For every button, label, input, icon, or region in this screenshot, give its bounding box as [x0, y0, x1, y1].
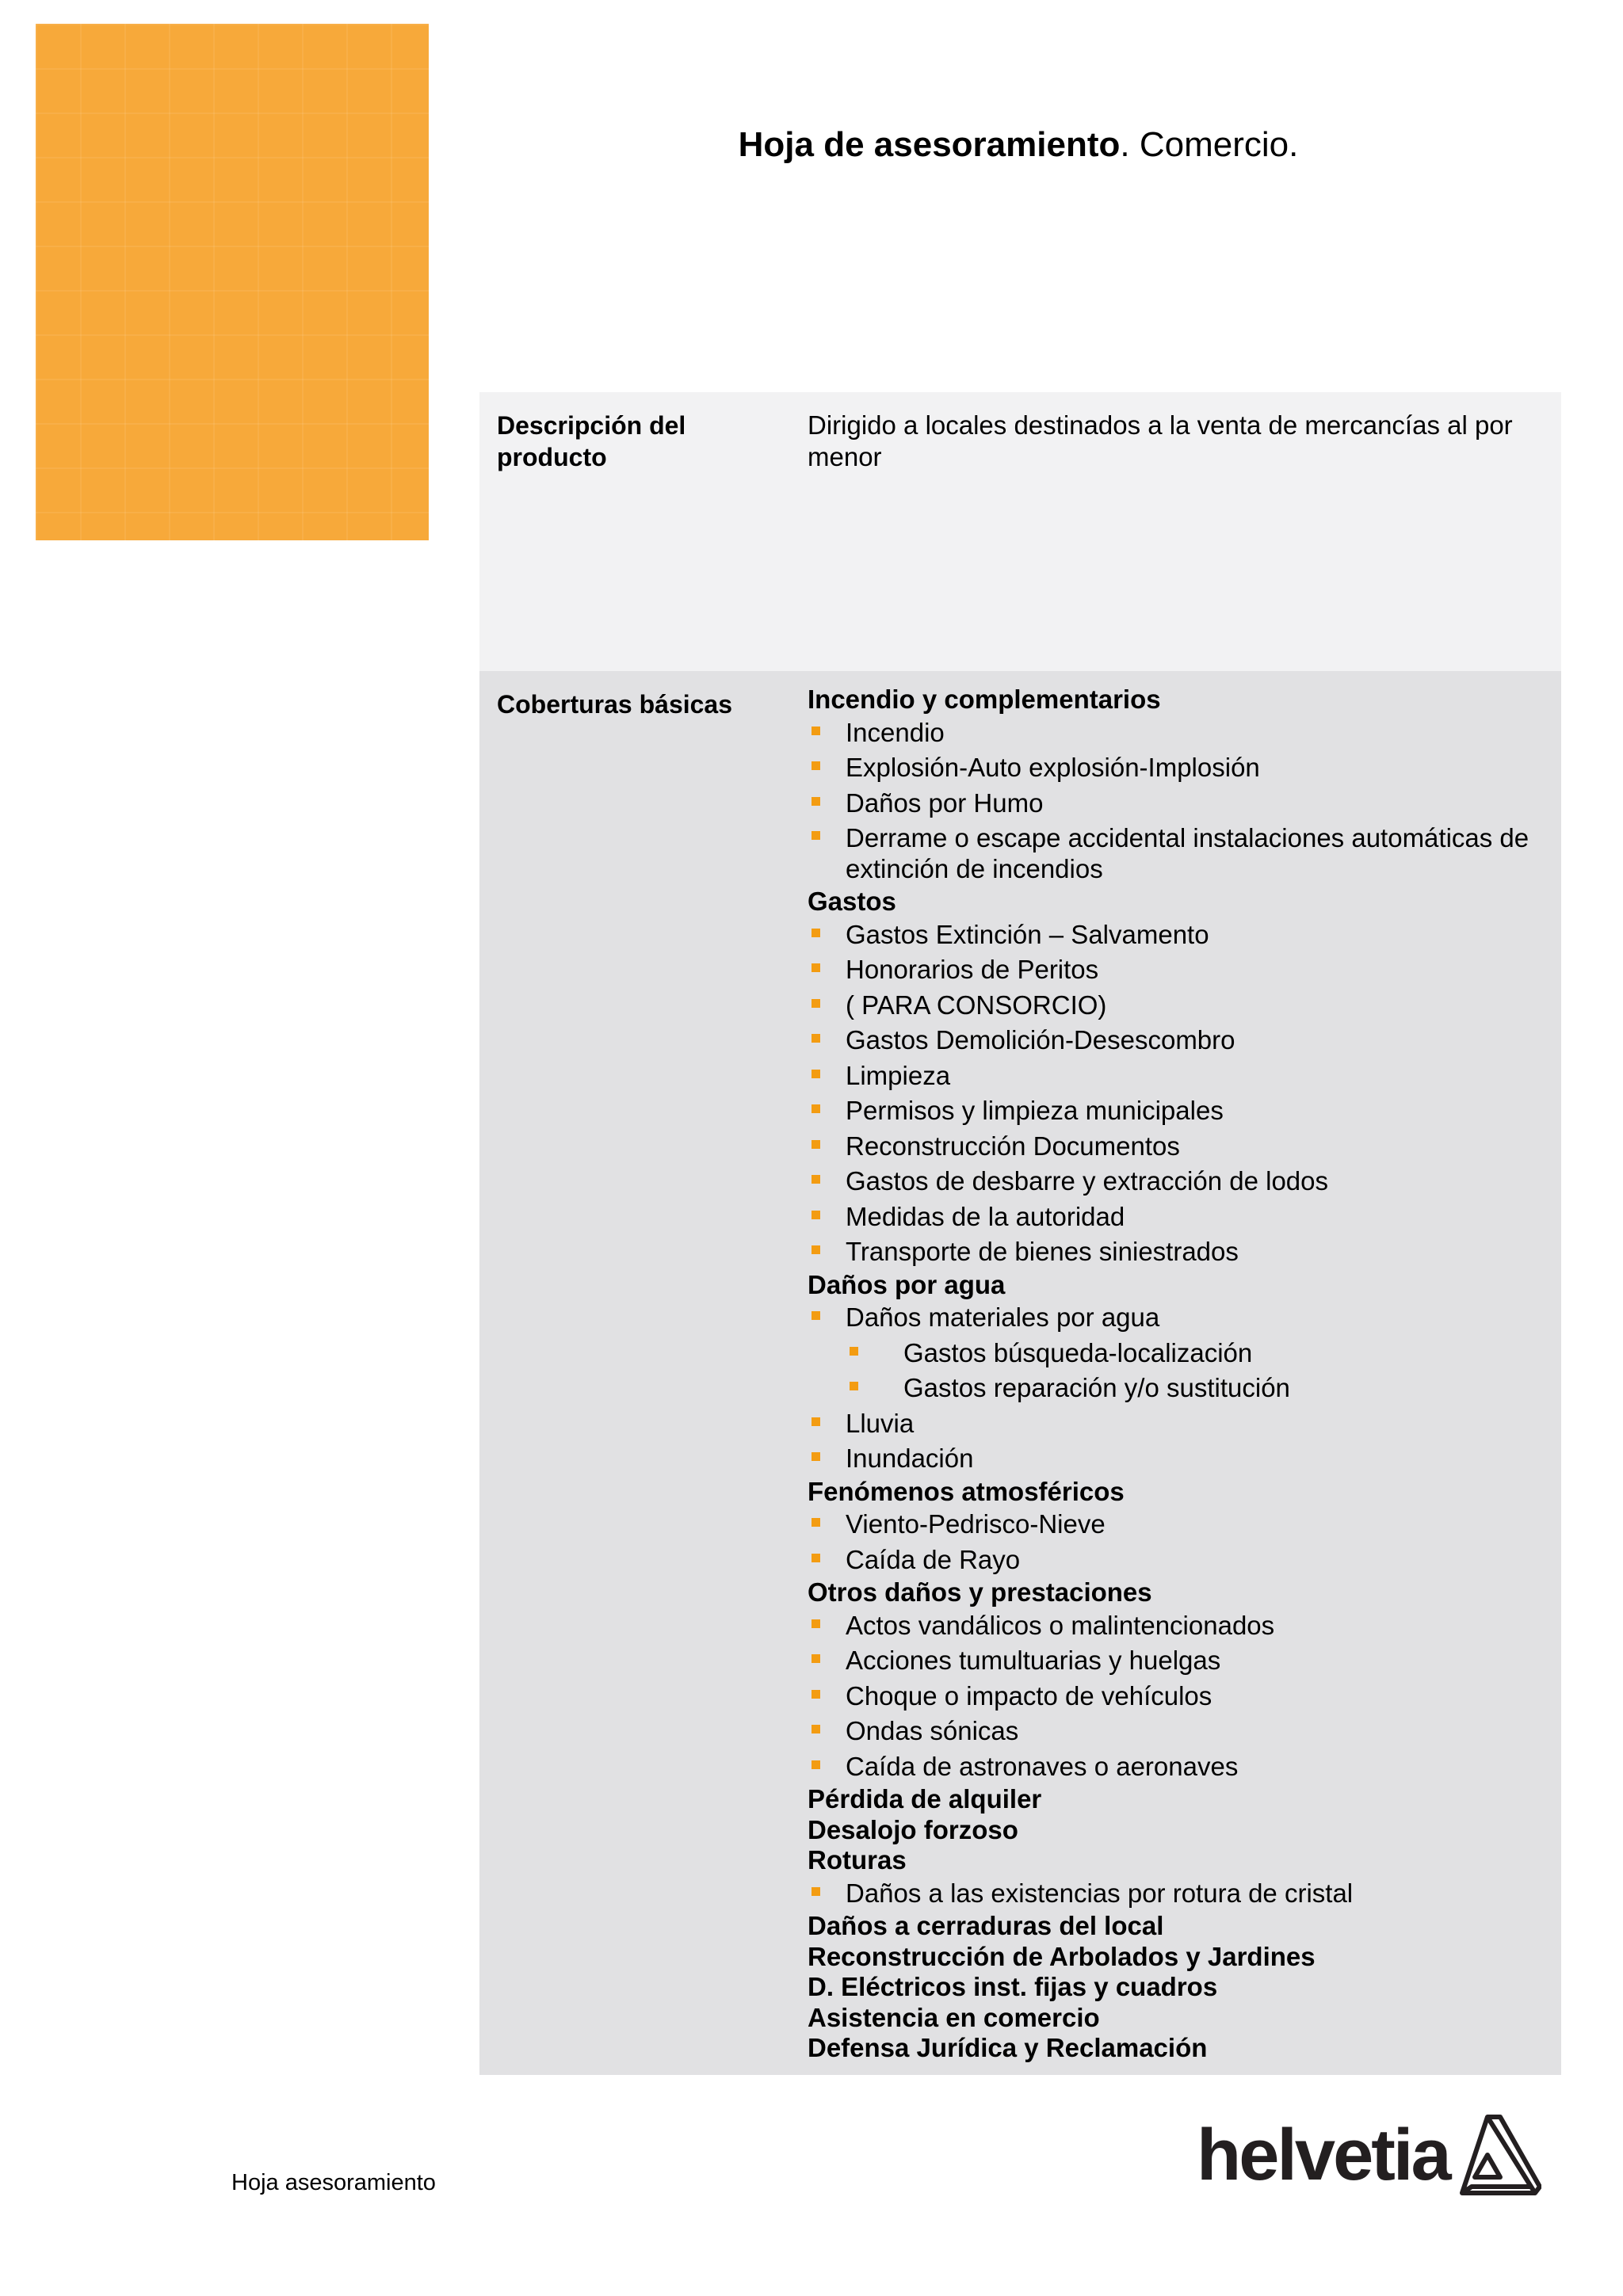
description-label: Descripción del producto — [497, 411, 686, 471]
coverage-section-title: Pérdida de alquiler — [808, 1784, 1042, 1814]
coverage-item — [808, 1441, 1552, 1477]
coverage-item — [808, 750, 1552, 786]
coverage-item-list — [808, 715, 1552, 887]
helvetia-triangle-icon — [1456, 2111, 1541, 2199]
square-bullet-icon — [850, 1347, 858, 1356]
coverage-item-text: Gastos búsqueda-localización — [903, 1337, 1253, 1367]
coverage-item-text: Derrame o escape accidental instalaciones automáticas de extinción de incendios — [846, 823, 1529, 883]
coverage-item — [808, 821, 1552, 887]
coverage-section-title: Daños a cerraduras del local — [808, 1911, 1164, 1940]
coverage-item — [808, 1608, 1552, 1644]
coverage-item-text: Limpieza — [846, 1060, 951, 1090]
coverage-item-list — [808, 1507, 1552, 1577]
coverage-item — [808, 715, 1552, 751]
coverage-item-text: Gastos Extinción – Salvamento — [846, 919, 1209, 949]
square-bullet-icon — [812, 1140, 820, 1149]
coverage-section-title: Daños por agua — [808, 1269, 1006, 1299]
coverage-section-title: Reconstrucción de Arbolados y Jardines — [808, 1941, 1316, 1971]
helvetia-logo — [1197, 2107, 1541, 2203]
description-text: Dirigido a locales destinados a la venta de mercancías al por menor — [808, 410, 1513, 471]
coverage-item-text: Permisos y limpieza municipales — [846, 1096, 1224, 1125]
square-bullet-icon — [812, 727, 820, 735]
coverage-item — [808, 988, 1552, 1024]
coverage-item-text: Inundación — [846, 1444, 974, 1473]
coverage-item-list — [808, 1876, 1552, 1912]
coverage-item-text: Choque o impacto de vehículos — [846, 1680, 1212, 1711]
square-bullet-icon — [812, 1211, 820, 1219]
coverage-item-list — [808, 1608, 1552, 1785]
coverage-item-text: Gastos Demolición-Desescombro — [846, 1025, 1235, 1055]
square-bullet-icon — [812, 1518, 820, 1527]
basic-coverages-row — [479, 671, 1561, 2075]
footer-text: Hoja asesoramiento — [231, 2170, 436, 2195]
square-bullet-icon — [812, 1654, 820, 1663]
coverage-item-text: Acciones tumultuarias y huelgas — [846, 1646, 1221, 1675]
square-bullet-icon — [812, 761, 820, 770]
coverages-label: Coberturas básicas — [497, 690, 733, 719]
coverage-item — [808, 1406, 1552, 1442]
coverage-item — [808, 1093, 1552, 1129]
coverage-item-text: Lluvia — [846, 1408, 915, 1438]
coverage-section-title: Desalojo forzoso — [808, 1814, 1018, 1844]
square-bullet-icon — [812, 1070, 820, 1078]
coverage-item — [808, 1300, 1552, 1336]
coverage-item-text: Incendio — [846, 717, 945, 747]
coverage-section-title: Gastos — [808, 887, 896, 916]
coverage-item — [808, 1129, 1552, 1165]
coverage-item-text: Ondas sónicas — [846, 1716, 1019, 1745]
coverage-item — [808, 1679, 1552, 1714]
square-bullet-icon — [812, 1619, 820, 1628]
square-bullet-icon — [812, 1887, 820, 1896]
square-bullet-icon — [812, 929, 820, 937]
square-bullet-icon — [850, 1382, 858, 1390]
square-bullet-icon — [812, 1725, 820, 1733]
square-bullet-icon — [812, 1034, 820, 1043]
square-bullet-icon — [812, 1175, 820, 1184]
coverage-section-title: Otros daños y prestaciones — [808, 1577, 1152, 1607]
coverage-item — [808, 1749, 1552, 1785]
coverage-item-text: ( PARA CONSORCIO) — [846, 990, 1107, 1020]
coverage-section-title: Fenómenos atmosféricos — [808, 1476, 1125, 1506]
square-bullet-icon — [812, 1104, 820, 1113]
coverage-item-text: Gastos de desbarre y extracción de lodos — [846, 1166, 1329, 1196]
square-bullet-icon — [812, 1245, 820, 1254]
coverage-section-title: Asistencia en comercio — [808, 2002, 1100, 2032]
coverage-item — [808, 917, 1552, 953]
coverage-item — [808, 1234, 1552, 1270]
square-bullet-icon — [812, 999, 820, 1008]
coverages-list — [808, 685, 1552, 2064]
square-bullet-icon — [812, 1452, 820, 1461]
orange-decorative-block — [36, 24, 429, 540]
coverage-item — [808, 786, 1552, 822]
coverage-item-text: Medidas de la autoridad — [846, 1201, 1125, 1231]
coverage-section-title: Incendio y complementarios — [808, 685, 1161, 714]
coverage-item — [808, 1507, 1552, 1543]
coverage-item-text: Reconstrucción Documentos — [846, 1131, 1180, 1161]
coverage-item-text: Caída de Rayo — [846, 1544, 1021, 1574]
coverage-item — [808, 1058, 1552, 1094]
coverage-item — [808, 952, 1552, 988]
coverage-item — [808, 1199, 1552, 1235]
coverage-item-text: Actos vandálicos o malintencionados — [846, 1610, 1275, 1640]
coverage-item-list — [808, 1300, 1552, 1477]
product-description-row — [479, 392, 1561, 671]
coverage-section-title: Defensa Jurídica y Reclamación — [808, 2033, 1208, 2062]
coverage-item — [808, 1023, 1552, 1058]
coverage-subitem — [808, 1371, 1552, 1406]
coverage-section-title: D. Eléctricos inst. fijas y cuadros — [808, 1972, 1218, 2001]
square-bullet-icon — [812, 963, 820, 972]
coverage-item — [808, 1543, 1552, 1578]
coverage-item-text: Transporte de bienes siniestrados — [846, 1237, 1239, 1266]
coverage-item — [808, 1164, 1552, 1199]
coverage-item — [808, 1876, 1552, 1912]
coverage-item-text: Caída de astronaves o aeronaves — [846, 1751, 1239, 1781]
square-bullet-icon — [812, 1554, 820, 1562]
coverage-item — [808, 1714, 1552, 1749]
square-bullet-icon — [812, 797, 820, 806]
coverage-item-text: Viento-Pedrisco-Nieve — [846, 1509, 1106, 1539]
coverage-item-text: Daños a las existencias por rotura de cristal — [846, 1878, 1354, 1908]
page-title: Hoja de asesoramiento. Comercio. — [738, 125, 1299, 164]
coverage-item-text: Honorarios de Peritos — [846, 955, 1099, 984]
coverage-item-list — [808, 917, 1552, 1270]
coverage-item-text: Gastos reparación y/o sustitución — [903, 1373, 1290, 1402]
square-bullet-icon — [812, 1417, 820, 1426]
coverage-item-text: Explosión-Auto explosión-Implosión — [846, 753, 1260, 782]
coverage-item-text: Daños materiales por agua — [846, 1302, 1160, 1332]
coverage-item-text: Daños por Humo — [846, 788, 1044, 818]
square-bullet-icon — [812, 1311, 820, 1320]
square-bullet-icon — [812, 1760, 820, 1769]
coverage-item — [808, 1643, 1552, 1679]
coverage-subitem — [808, 1336, 1552, 1371]
logo-wordmark: helvetia — [1197, 2115, 1449, 2195]
square-bullet-icon — [812, 831, 820, 840]
coverage-section-title: Roturas — [808, 1845, 907, 1875]
square-bullet-icon — [812, 1690, 820, 1699]
